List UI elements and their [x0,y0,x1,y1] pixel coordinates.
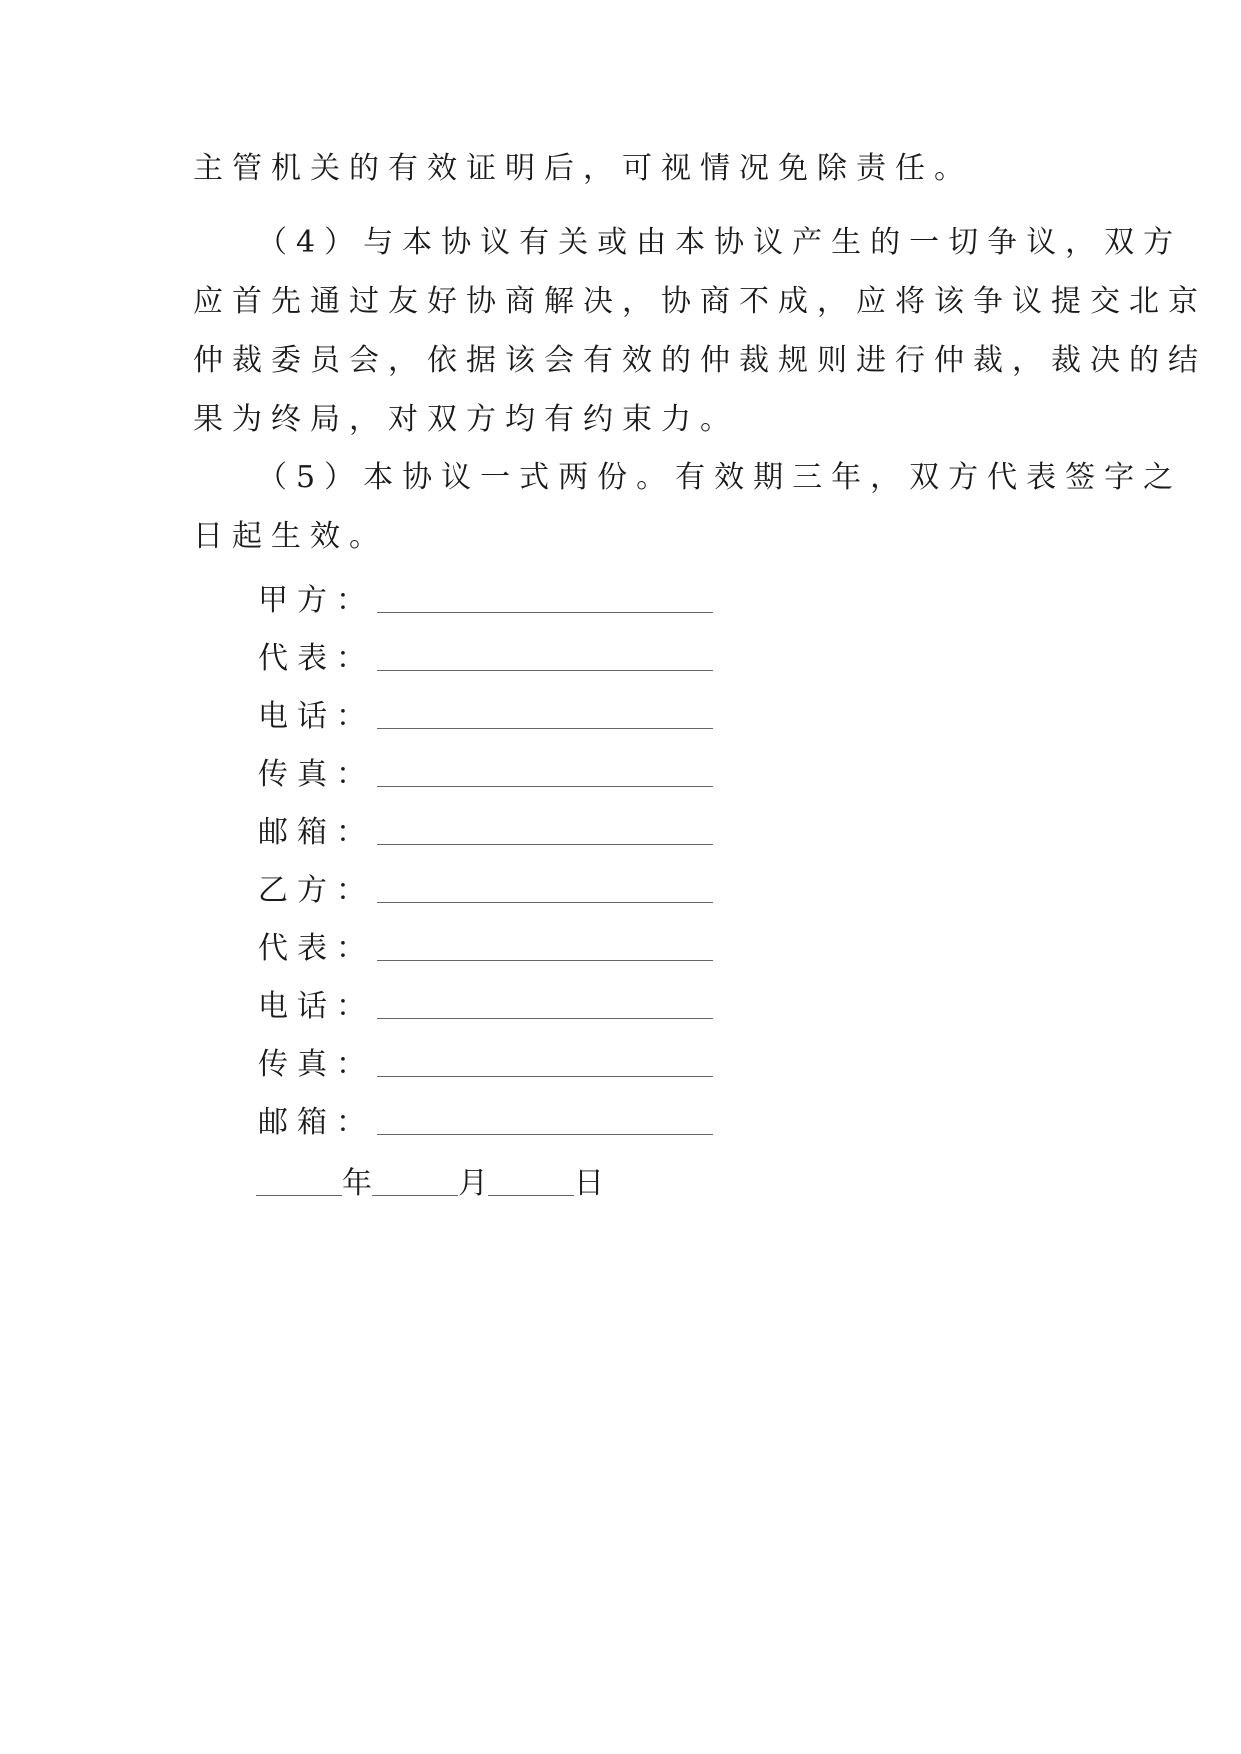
signature-blank-line [377,786,713,787]
field-party-b-representative [258,927,713,967]
paragraph-line: （5）本协议一式两份。有效期三年，双方代表签字之 [257,460,1183,495]
signature-blank-line [377,902,713,903]
field-label: 传真： [258,1047,375,1082]
field-label: 甲方： [258,583,375,618]
signing-date [256,1162,604,1202]
field-party-b-phone [258,985,713,1025]
field-party-a-email [258,811,713,851]
field-party-a [258,579,713,619]
field-label: 代表： [258,641,375,676]
field-party-b-fax [258,1043,713,1083]
paragraph-line: 果为终局，对双方均有约束力。 [193,402,739,437]
field-label: 邮箱： [258,1105,375,1140]
date-year-blank [256,1195,342,1196]
paragraph-line: 应首先通过友好协商解决，协商不成，应将该争议提交北京 [193,284,1207,319]
signature-blank-line [377,728,713,729]
date-day-label: 日 [574,1166,604,1201]
signature-blank-line [377,612,713,613]
paragraph-line: （4）与本协议有关或由本协议产生的一切争议，双方 [257,225,1183,260]
paragraph-clause-5 [193,448,1183,566]
paragraph-line: 仲裁委员会，依据该会有效的仲裁规则进行仲裁，裁决的结 [193,343,1207,378]
date-year-label: 年 [342,1166,372,1201]
signature-blank-line [377,670,713,671]
field-label: 电话： [258,699,375,734]
field-party-b [258,869,713,909]
paragraph-clause-4 [193,213,1207,449]
signature-blank-line [377,844,713,845]
field-label: 电话： [258,989,375,1024]
paragraph-continued [193,139,1053,198]
field-party-a-representative [258,637,713,677]
signature-blank-line [377,1076,713,1077]
field-label: 代表： [258,931,375,966]
field-label: 邮箱： [258,815,375,850]
field-label: 传真： [258,757,375,792]
field-party-a-phone [258,695,713,735]
field-party-a-fax [258,753,713,793]
field-label: 乙方： [258,873,375,908]
signature-blank-line [377,1134,713,1135]
date-day-blank [488,1195,574,1196]
date-month-label: 月 [458,1166,488,1201]
date-month-blank [372,1195,458,1196]
signature-blank-line [377,960,713,961]
field-party-b-email [258,1101,713,1141]
signature-blank-line [377,1018,713,1019]
paragraph-line: 日起生效。 [193,519,388,554]
paragraph-line: 主管机关的有效证明后，可视情况免除责任。 [193,151,973,186]
